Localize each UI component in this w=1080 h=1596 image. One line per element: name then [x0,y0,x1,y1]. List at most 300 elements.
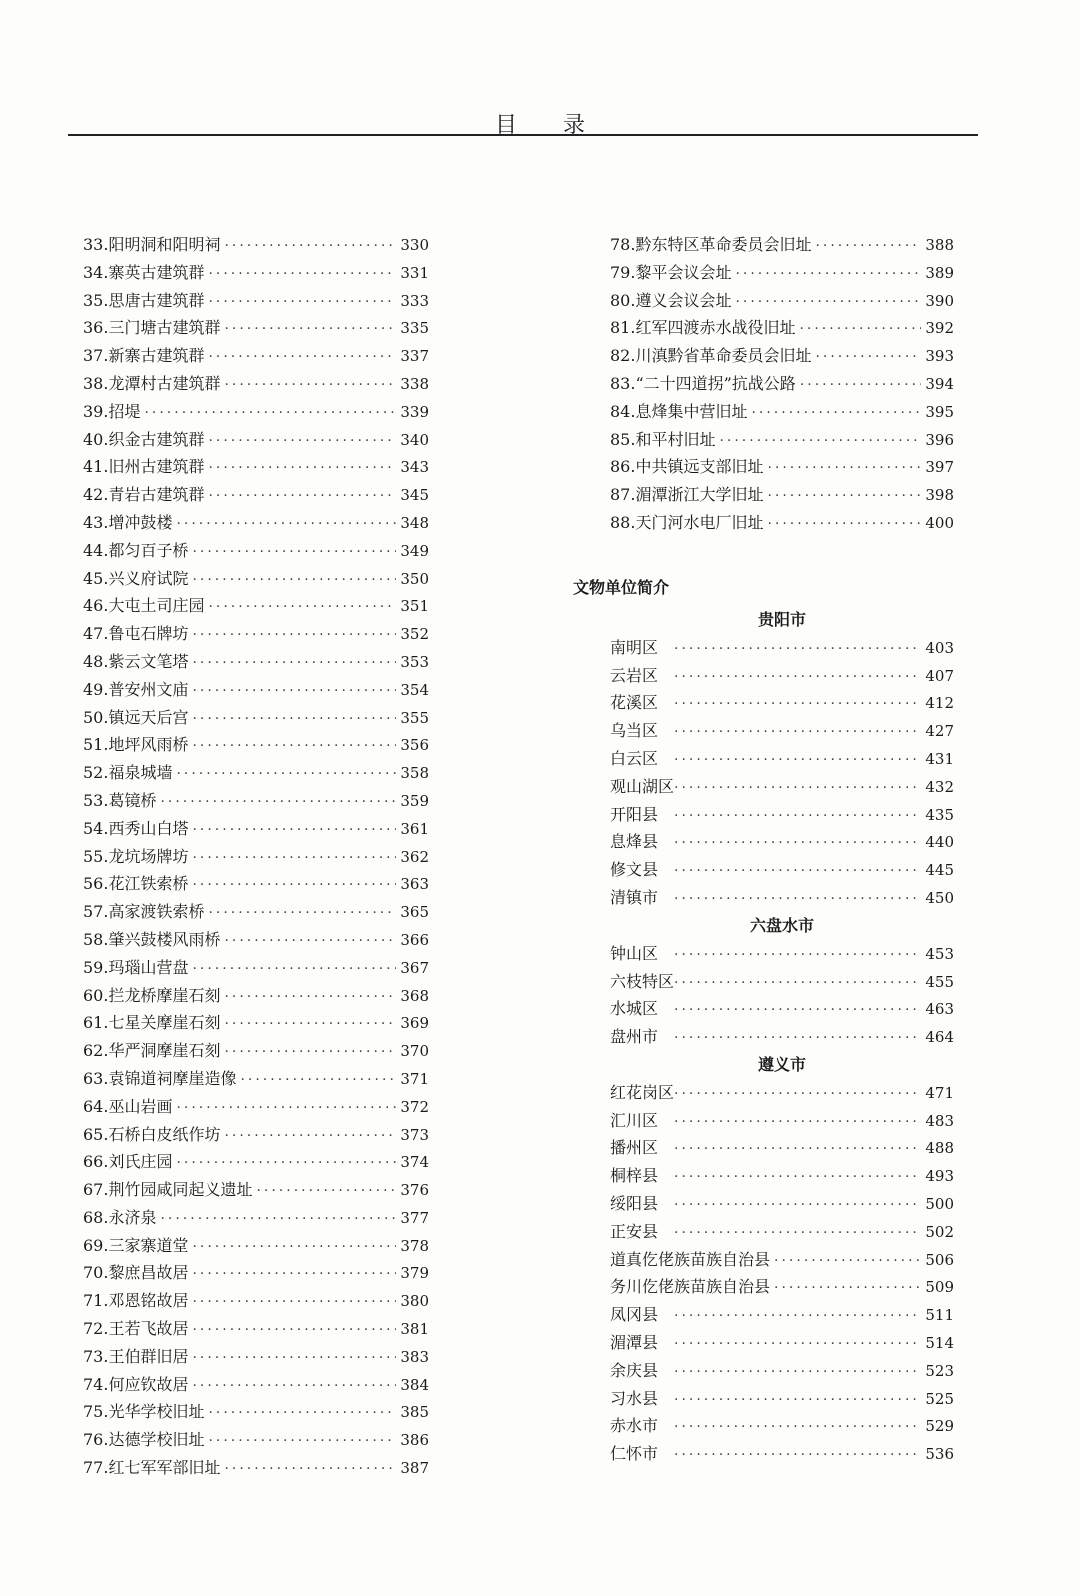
toc-entry[interactable] [610,745,954,773]
toc-entry-title: 播州区 [610,1138,659,1158]
dot-leader [224,233,396,261]
dot-leader [674,1164,921,1192]
toc-entry-page-number: 368 [400,986,429,1005]
dot-leader [208,900,396,928]
dot-leader [799,316,921,344]
dot-leader [224,316,396,344]
toc-entry-title: 60.拦龙桥摩崖石刻 [83,985,221,1005]
toc-entry-page-number: 331 [400,263,429,282]
toc-entry-title: 58.肇兴鼓楼风雨桥 [83,929,221,949]
toc-entry-title: 余庆县 [610,1360,659,1380]
toc-entry[interactable] [83,1343,429,1371]
toc-entry[interactable] [610,1273,954,1301]
toc-entry[interactable] [610,1107,954,1135]
toc-entry-page-number: 464 [925,1028,954,1047]
toc-entry[interactable] [610,1190,954,1218]
toc-entry-title: 正安县 [610,1221,659,1241]
toc-entry-page-number: 355 [400,708,429,727]
toc-entry-title: 66.刘氏庄园 [83,1152,173,1172]
toc-entry[interactable] [610,717,954,745]
toc-entry[interactable] [610,1079,954,1107]
toc-entry-page-number: 453 [925,944,954,963]
toc-entry[interactable] [83,759,429,787]
toc-entry-page-number: 351 [400,597,429,616]
toc-entry-title: 40.织金古建筑群 [83,429,205,449]
toc-entry[interactable] [610,1162,954,1190]
toc-entry[interactable] [83,453,429,481]
toc-entry-page-number: 372 [400,1097,429,1116]
toc-entry-title: 开阳县 [610,804,659,824]
toc-entry[interactable] [610,1385,954,1413]
toc-entry-title: 41.旧州古建筑群 [83,457,205,477]
dot-leader [674,1109,921,1137]
toc-entry-page-number: 359 [400,791,429,810]
dot-leader [674,1442,921,1470]
toc-entry[interactable] [610,773,954,801]
toc-entry-page-number: 374 [400,1153,429,1172]
toc-entry[interactable] [83,843,429,871]
dot-leader [208,455,396,483]
dot-leader [224,1123,396,1151]
toc-entry[interactable] [83,1176,429,1204]
dot-leader [224,372,396,400]
toc-entry-title: 33.阳明洞和阳明祠 [83,235,221,254]
dot-leader [767,511,921,539]
toc-entry-page-number: 337 [400,347,429,366]
toc-entry-page-number: 376 [400,1181,429,1200]
toc-entry-page-number: 440 [925,833,954,852]
region-heading: 贵阳市 [757,610,806,629]
toc-entry-title: 53.葛镜桥 [83,790,157,810]
toc-entry[interactable] [83,898,429,926]
toc-entry-page-number: 395 [925,402,954,421]
toc-entry-page-number: 377 [400,1208,429,1227]
toc-entry-page-number: 523 [925,1361,954,1380]
toc-entry-title: 42.青岩古建筑群 [83,485,205,505]
toc-entry-title: 77.红七军军部旧址 [83,1458,221,1478]
dot-leader [192,1373,396,1401]
toc-entry[interactable] [610,314,954,342]
toc-entry-page-number: 343 [400,458,429,477]
toc-entry[interactable] [83,1259,429,1287]
toc-entry[interactable] [83,1315,429,1343]
toc-entry-page-number: 435 [925,805,954,824]
toc-entry-title: 37.新寨古建筑群 [83,346,205,366]
toc-entry[interactable] [83,398,429,426]
toc-entry-page-number: 333 [400,291,429,310]
toc-entry-title: 87.湄潭浙江大学旧址 [610,485,764,505]
toc-entry[interactable] [610,342,954,370]
toc-entry-page-number: 488 [925,1139,954,1158]
toc-entry-title: 81.红军四渡赤水战役旧址 [610,318,796,338]
toc-entry-page-number: 354 [400,680,429,699]
toc-entry-page-number: 500 [925,1194,954,1213]
toc-entry-title: 38.龙潭村古建筑群 [83,373,221,393]
toc-entry-title: 68.永济泉 [83,1207,157,1227]
group-liupanshui [610,912,954,1051]
toc-entry-title: 51.地坪风雨桥 [83,735,189,755]
toc-entry-title: 70.黎庶昌故居 [83,1263,189,1283]
toc-entry[interactable] [83,954,429,982]
dot-leader [735,289,921,317]
toc-entry[interactable] [610,481,954,509]
toc-entry-title: 红花岗区 [610,1082,675,1102]
toc-entry[interactable] [83,1426,429,1454]
toc-entry[interactable] [610,995,954,1023]
toc-entry[interactable] [83,509,429,537]
toc-entry[interactable] [83,1287,429,1315]
toc-entry-page-number: 509 [925,1278,954,1297]
toc-entry[interactable] [610,968,954,996]
toc-entry-title: 六枝特区 [610,971,675,991]
toc-entry[interactable] [83,287,429,315]
toc-entry[interactable] [83,1121,429,1149]
toc-entry-page-number: 394 [925,374,954,393]
dot-leader [208,594,396,622]
dot-leader [192,706,396,734]
region-heading: 遵义市 [757,1055,806,1074]
toc-entry[interactable] [610,634,954,662]
toc-entry-page-number: 385 [400,1403,429,1422]
title-rule [68,134,978,136]
toc-entry-page-number: 373 [400,1125,429,1144]
toc-entry-title: 39.招堤 [83,401,141,421]
toc-entry-title: 赤水市 [610,1416,659,1436]
toc-entry[interactable] [83,1009,429,1037]
toc-entry-title: 84.息烽集中营旧址 [610,401,748,421]
toc-entry-page-number: 506 [925,1250,954,1269]
dot-leader [674,997,921,1025]
dot-leader [176,511,396,539]
toc-entry[interactable] [610,1440,954,1468]
toc-entry-page-number: 407 [925,666,954,685]
toc-entry-page-number: 398 [925,486,954,505]
dot-leader [192,650,396,678]
toc-entry-title: 凤冈县 [610,1305,659,1325]
toc-entry-title: 48.紫云文笔塔 [83,651,189,671]
toc-entry-title: 湄潭县 [610,1332,659,1352]
toc-entry-page-number: 483 [925,1111,954,1130]
toc-entry-page-number: 348 [400,513,429,532]
toc-entry-page-number: 383 [400,1347,429,1366]
dot-leader [674,747,921,775]
toc-entry-title: 63.袁锦道祠摩崖造像 [83,1068,237,1088]
toc-entry-title: 52.福泉城墙 [83,763,173,783]
toc-entry[interactable] [83,592,429,620]
toc-entry[interactable] [610,856,954,884]
toc-entry[interactable] [83,426,429,454]
toc-entry[interactable] [610,426,954,454]
toc-entry-page-number: 381 [400,1320,429,1339]
dot-leader [674,1136,921,1164]
toc-entry-title: 86.中共镇远支部旧址 [610,457,764,477]
toc-entry[interactable] [83,1371,429,1399]
dot-leader [160,1206,396,1234]
toc-entry-page-number: 529 [925,1417,954,1436]
toc-entry-title: 47.鲁屯石牌坊 [83,624,189,644]
dot-leader [674,636,921,664]
toc-entry-page-number: 353 [400,652,429,671]
dot-leader [192,1234,396,1262]
toc-entry-page-number: 345 [400,486,429,505]
toc-entry[interactable] [83,537,429,565]
toc-entry-page-number: 362 [400,847,429,866]
dot-leader [674,1303,921,1331]
toc-entry-title: 71.邓恩铭故居 [83,1291,189,1311]
dot-leader [674,1359,921,1387]
dot-leader [224,1011,396,1039]
toc-entry-title: 65.石桥白皮纸作坊 [83,1124,221,1144]
dot-leader [735,261,921,289]
toc-entry[interactable] [83,565,429,593]
toc-entry-page-number: 366 [400,930,429,949]
toc-entry-title: 道真仡佬族苗族自治县 [610,1249,771,1269]
dot-leader [774,1275,921,1303]
toc-entry-title: 绥阳县 [610,1193,659,1213]
toc-entry[interactable] [610,453,954,481]
toc-entry-page-number: 356 [400,736,429,755]
dot-leader [192,1289,396,1317]
toc-entry-page-number: 380 [400,1292,429,1311]
dot-leader [674,830,921,858]
toc-entry[interactable] [83,231,429,259]
toc-entry[interactable] [610,1357,954,1385]
dot-leader [815,344,921,372]
dot-leader [674,970,921,998]
dot-leader [674,1025,921,1053]
dot-leader [767,483,921,511]
toc-entry[interactable] [83,731,429,759]
toc-entry-title: 62.华严洞摩崖石刻 [83,1041,221,1061]
toc-entry-page-number: 389 [925,263,954,282]
toc-entry-title: 79.黎平会议会址 [610,262,732,282]
toc-entry-page-number: 471 [925,1083,954,1102]
toc-entry-page-number: 349 [400,541,429,560]
toc-entry-title: 36.三门塘古建筑群 [83,318,221,338]
dot-leader [674,1387,921,1415]
toc-right-column [610,231,954,537]
toc-entry-title: 55.龙坑场牌坊 [83,846,189,866]
toc-entry-page-number: 369 [400,1014,429,1033]
toc-entry-title: 59.玛瑙山营盘 [83,957,189,977]
toc-entry[interactable] [83,648,429,676]
toc-entry-page-number: 396 [925,430,954,449]
dot-leader [176,1095,396,1123]
toc-entry[interactable] [610,398,954,426]
toc-entry[interactable] [83,787,429,815]
toc-entry-title: 54.西秀山白塔 [83,818,189,838]
toc-entry-title: 82.川滇黔省革命委员会旧址 [610,346,812,366]
toc-entry-title: 白云区 [610,748,659,768]
toc-entry-page-number: 387 [400,1459,429,1478]
toc-entry[interactable] [610,689,954,717]
dot-leader [815,233,921,261]
dot-leader [192,567,396,595]
toc-entry[interactable] [83,1148,429,1176]
dot-leader [208,1400,396,1428]
toc-entry-page-number: 361 [400,819,429,838]
toc-entry-title: 44.都匀百子桥 [83,540,189,560]
toc-entry[interactable] [83,982,429,1010]
dot-leader [192,678,396,706]
toc-entry-title: 35.思唐古建筑群 [83,290,205,310]
toc-entry-title: 57.高家渡铁索桥 [83,902,205,922]
toc-entry[interactable] [610,828,954,856]
toc-entry-title: 云岩区 [610,665,659,685]
toc-entry[interactable] [83,1065,429,1093]
toc-entry-title: 50.镇远天后宫 [83,707,189,727]
toc-entry[interactable] [610,884,954,912]
dot-leader [224,984,396,1012]
toc-entry-page-number: 335 [400,319,429,338]
region-heading: 六盘水市 [749,916,814,935]
dot-leader [192,1345,396,1373]
toc-entry-page-number: 397 [925,458,954,477]
toc-entry-page-number: 455 [925,972,954,991]
toc-entry[interactable] [610,259,954,287]
toc-entry[interactable] [83,342,429,370]
toc-entry-title: 息烽县 [610,832,659,852]
toc-entry-page-number: 431 [925,749,954,768]
dot-leader [192,845,396,873]
dot-leader [208,289,396,317]
toc-entry-page-number: 340 [400,430,429,449]
toc-entry[interactable] [83,481,429,509]
toc-entry[interactable] [610,1218,954,1246]
toc-entry-page-number: 338 [400,374,429,393]
toc-entry-page-number: 365 [400,903,429,922]
toc-entry-title: 盘州市 [610,1027,659,1047]
toc-entry-page-number: 330 [400,236,429,254]
toc-entry-page-number: 445 [925,861,954,880]
toc-entry[interactable] [83,676,429,704]
toc-entry-page-number: 371 [400,1069,429,1088]
toc-entry-page-number: 363 [400,875,429,894]
toc-entry[interactable] [610,1023,954,1051]
toc-entry-page-number: 393 [925,347,954,366]
dot-leader [800,372,922,400]
toc-entry[interactable] [610,370,954,398]
dot-leader [674,886,921,914]
toc-entry-title: 76.达德学校旧址 [83,1430,205,1450]
toc-entry-page-number: 400 [925,513,954,532]
toc-entry-title: 72.王若飞故居 [83,1319,189,1339]
toc-entry[interactable] [83,926,429,954]
toc-entry-title: 67.荆竹园咸同起义遗址 [83,1180,253,1200]
toc-entry-page-number: 350 [400,569,429,588]
toc-entry-title: 45.兴义府试院 [83,568,189,588]
toc-entry-title: 观山湖区 [610,776,675,796]
toc-entry-title: 88.天门河水电厂旧址 [610,512,764,532]
toc-entry[interactable] [83,370,429,398]
toc-entry-title: 43.增冲鼓楼 [83,512,173,532]
toc-entry[interactable] [610,801,954,829]
toc-entry[interactable] [83,620,429,648]
toc-entry[interactable] [610,1134,954,1162]
dot-leader [224,1456,396,1484]
toc-entry-title: 务川仡佬族苗族自治县 [610,1277,771,1297]
toc-entry-title: 69.三家寨道堂 [83,1235,189,1255]
toc-entry[interactable] [83,314,429,342]
toc-entry-page-number: 403 [925,638,954,657]
toc-entry-title: 80.遵义会议会址 [610,290,732,310]
toc-entry-page-number: 525 [925,1389,954,1408]
dot-leader [767,455,921,483]
toc-entry-page-number: 367 [400,958,429,977]
toc-entry[interactable] [610,509,954,537]
dot-leader [674,719,921,747]
toc-entry[interactable] [83,259,429,287]
toc-entry[interactable] [610,287,954,315]
toc-entry-title: 南明区 [610,637,659,657]
dot-leader [192,1261,396,1289]
toc-entry[interactable] [83,1454,429,1482]
toc-entry[interactable] [83,870,429,898]
toc-entry[interactable] [83,1204,429,1232]
toc-entry-page-number: 352 [400,625,429,644]
toc-entry[interactable] [83,704,429,732]
toc-entry-title: 61.七星关摩崖石刻 [83,1013,221,1033]
dot-leader [192,817,396,845]
toc-entry[interactable] [83,1232,429,1260]
dot-leader [719,428,921,456]
toc-entry-page-number: 386 [400,1431,429,1450]
toc-entry-page-number: 536 [925,1445,954,1464]
toc-entry[interactable] [83,1037,429,1065]
toc-entry-title: 49.普安州文庙 [83,679,189,699]
dot-leader [674,775,921,803]
toc-entry[interactable] [610,940,954,968]
dot-leader [208,428,396,456]
toc-entry[interactable] [610,231,954,259]
dot-leader [224,928,396,956]
toc-entry-title: 花溪区 [610,693,659,713]
dot-leader [224,1039,396,1067]
toc-entry-page-number: 378 [400,1236,429,1255]
dot-leader [192,1317,396,1345]
toc-entry[interactable] [610,1412,954,1440]
toc-entry-title: 修文县 [610,860,659,880]
dot-leader [674,691,921,719]
dot-leader [192,956,396,984]
toc-entry-page-number: 339 [400,402,429,421]
dot-leader [674,1220,921,1248]
toc-entry-title: 83.“二十四道拐”抗战公路 [610,373,796,393]
toc-entry-page-number: 493 [925,1167,954,1186]
toc-entry[interactable] [83,1398,429,1426]
toc-entry-title: 78.黔东特区革命委员会旧址 [610,235,812,254]
toc-left-column [83,231,429,1482]
dot-leader [240,1067,396,1095]
toc-entry[interactable] [83,815,429,843]
toc-entry-title: 清镇市 [610,887,659,907]
toc-entry[interactable] [610,1301,954,1329]
toc-entry[interactable] [610,662,954,690]
toc-entry-page-number: 379 [400,1264,429,1283]
toc-entry-page-number: 358 [400,764,429,783]
toc-entry-title: 75.光华学校旧址 [83,1402,205,1422]
toc-entry-title: 水城区 [610,999,659,1019]
toc-entry-page-number: 392 [925,319,954,338]
toc-entry[interactable] [610,1246,954,1274]
toc-entry[interactable] [83,1093,429,1121]
toc-entry-page-number: 514 [925,1333,954,1352]
dot-leader [176,761,396,789]
page-title: 目录 [494,113,631,138]
toc-entry[interactable] [610,1329,954,1357]
toc-entry-title: 34.寨英古建筑群 [83,262,205,282]
toc-entry-page-number: 432 [925,777,954,796]
